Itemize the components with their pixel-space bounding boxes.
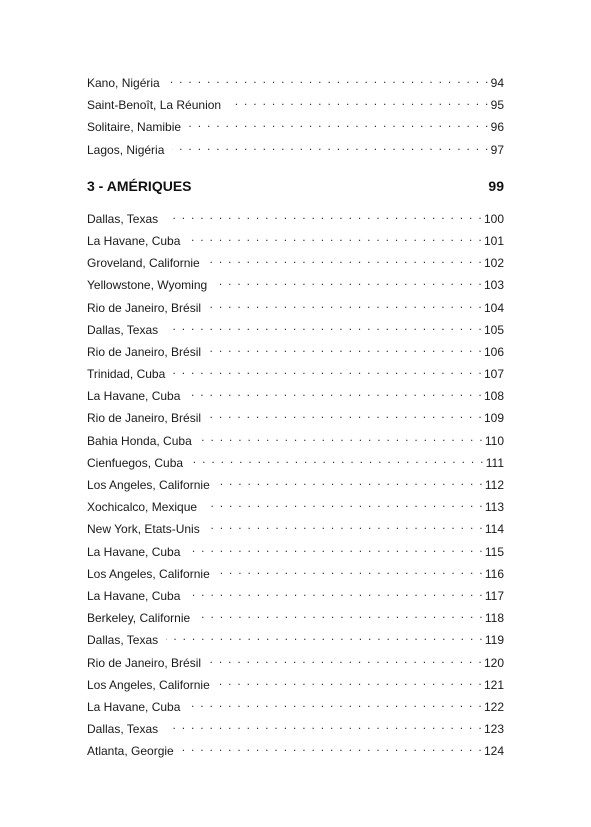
dot-leader <box>209 340 483 356</box>
toc-entry-label: La Havane, Cuba <box>87 588 181 603</box>
dot-leader <box>166 207 483 223</box>
toc-entry-label: La Havane, Cuba <box>87 389 181 404</box>
dot-leader <box>188 584 483 600</box>
dot-leader <box>188 695 483 711</box>
toc-entry-page-number: 120 <box>483 655 504 670</box>
dot-leader <box>188 540 483 556</box>
toc-entry[interactable] <box>87 406 504 428</box>
dot-leader <box>191 451 485 467</box>
toc-entry[interactable] <box>87 584 504 606</box>
dot-leader <box>200 429 484 445</box>
toc-entry-page-number: 113 <box>484 500 504 515</box>
toc-entry[interactable] <box>87 495 504 517</box>
toc-entry[interactable] <box>87 628 504 650</box>
toc-entry[interactable] <box>87 606 504 628</box>
toc-entry-label: La Havane, Cuba <box>87 544 181 559</box>
toc-entry-page-number: 117 <box>484 588 504 603</box>
dot-leader <box>205 495 484 511</box>
section-title: 3 - AMÉRIQUES <box>87 177 192 194</box>
toc-entry-page-number: 96 <box>490 120 504 135</box>
dot-leader <box>208 517 484 533</box>
toc-entry[interactable] <box>87 115 504 137</box>
section-heading[interactable] <box>87 178 504 196</box>
toc-entry-page-number: 95 <box>490 98 504 113</box>
previous-section-entries <box>87 71 504 160</box>
toc-entry-label: La Havane, Cuba <box>87 699 181 714</box>
dot-leader <box>166 628 484 644</box>
dot-leader <box>189 115 490 131</box>
toc-entry-page-number: 102 <box>483 256 504 271</box>
toc-entry-label: New York, Etats-Unis <box>87 522 200 537</box>
dot-leader <box>166 717 483 733</box>
toc-entry-page-number: 105 <box>483 322 504 337</box>
dot-leader <box>198 606 484 622</box>
dot-leader <box>209 406 483 422</box>
toc-entry-label: Dallas, Texas <box>87 633 159 648</box>
toc-entry-label: Yellowstone, Wyoming <box>87 278 208 293</box>
toc-entry-label: Dallas, Texas <box>87 211 159 226</box>
dot-leader <box>168 71 490 87</box>
toc-entry-page-number: 115 <box>484 544 504 559</box>
toc-entry-page-number: 121 <box>483 677 504 692</box>
toc-entry-page-number: 107 <box>483 367 504 382</box>
toc-entry[interactable] <box>87 517 504 539</box>
section-page-number: 99 <box>488 177 504 194</box>
toc-entry-page-number: 109 <box>483 411 504 426</box>
toc-entry-label: Rio de Janeiro, Brésil <box>87 411 202 426</box>
toc-entry-label: Berkeley, Californie <box>87 611 191 626</box>
dot-leader <box>172 138 489 154</box>
toc-entry-label: Los Angeles, Californie <box>87 677 210 692</box>
toc-entry-label: Rio de Janeiro, Brésil <box>87 300 202 315</box>
toc-entry[interactable] <box>87 273 504 295</box>
toc-entry-label: Los Angeles, Californie <box>87 478 210 492</box>
toc-entry[interactable] <box>87 673 504 695</box>
toc-entry-label: Dallas, Texas <box>87 322 159 337</box>
toc-entry-page-number: 122 <box>483 699 504 714</box>
toc-entry[interactable] <box>87 93 504 115</box>
toc-entry-page-number: 106 <box>483 344 504 359</box>
dot-leader <box>218 673 483 689</box>
toc-entry-label: Kano, Nigéria <box>87 76 160 90</box>
toc-entry[interactable] <box>87 451 504 473</box>
dot-leader <box>209 651 483 667</box>
toc-entry-page-number: 101 <box>483 233 504 248</box>
toc-entry-label: Saint-Benoît, La Réunion <box>87 98 222 113</box>
dot-leader <box>215 273 483 289</box>
toc-entry[interactable] <box>87 229 504 251</box>
toc-entry[interactable] <box>87 251 504 273</box>
toc-entry-label: Rio de Janeiro, Brésil <box>87 655 202 670</box>
dot-leader <box>166 318 483 334</box>
toc-entry-label: Trinidad, Cuba <box>87 367 166 382</box>
toc-entry[interactable] <box>87 207 504 229</box>
dot-leader <box>208 251 483 267</box>
toc-entry-label: Dallas, Texas <box>87 722 159 737</box>
toc-entry[interactable] <box>87 138 504 160</box>
toc-entry-page-number: 111 <box>485 455 504 470</box>
toc-entry[interactable] <box>87 384 504 406</box>
toc-entry-page-number: 119 <box>484 633 504 648</box>
toc-entry[interactable] <box>87 296 504 318</box>
toc-entry-label: Cienfuegos, Cuba <box>87 455 184 470</box>
toc-entry-page-number: 112 <box>484 478 504 492</box>
toc-entry[interactable] <box>87 340 504 362</box>
toc-entry[interactable] <box>87 717 504 739</box>
dot-leader <box>182 739 483 755</box>
toc-entry[interactable] <box>87 695 504 717</box>
table-of-contents <box>87 71 504 761</box>
toc-entry-label: Solitaire, Namibie <box>87 120 182 135</box>
dot-leader <box>218 562 484 578</box>
toc-entry-label: Groveland, Californie <box>87 256 200 271</box>
toc-entry-page-number: 103 <box>483 278 504 293</box>
toc-entry-label: Lagos, Nigéria <box>87 142 165 157</box>
toc-entry-page-number: 94 <box>490 76 504 90</box>
toc-entry-page-number: 110 <box>484 433 504 448</box>
toc-entry-page-number: 108 <box>483 389 504 404</box>
toc-entry[interactable] <box>87 71 504 93</box>
section-entries <box>87 207 504 762</box>
toc-entry[interactable] <box>87 473 504 495</box>
dot-leader <box>188 229 483 245</box>
dot-leader <box>188 384 483 400</box>
toc-entry[interactable] <box>87 429 504 451</box>
toc-entry-page-number: 100 <box>483 211 504 226</box>
toc-entry-page-number: 123 <box>483 722 504 737</box>
toc-entry[interactable] <box>87 318 504 340</box>
toc-entry[interactable] <box>87 362 504 384</box>
toc-entry[interactable] <box>87 651 504 673</box>
toc-entry-label: Bahia Honda, Cuba <box>87 433 192 448</box>
toc-entry[interactable] <box>87 540 504 562</box>
toc-entry[interactable] <box>87 739 504 761</box>
dot-leader <box>173 362 483 378</box>
toc-entry-page-number: 97 <box>490 142 504 157</box>
dot-leader <box>218 473 484 489</box>
toc-entry-page-number: 104 <box>483 300 504 315</box>
toc-entry-page-number: 116 <box>484 566 504 581</box>
toc-entry-label: La Havane, Cuba <box>87 233 181 248</box>
dot-leader <box>229 93 490 109</box>
toc-entry[interactable] <box>87 562 504 584</box>
toc-entry-label: Rio de Janeiro, Brésil <box>87 344 202 359</box>
toc-entry-page-number: 114 <box>484 522 504 537</box>
toc-entry-page-number: 124 <box>483 744 504 759</box>
toc-entry-label: Atlanta, Georgie <box>87 744 174 759</box>
toc-entry-label: Xochicalco, Mexique <box>87 500 198 515</box>
toc-entry-label: Los Angeles, Californie <box>87 566 210 581</box>
dot-leader <box>209 296 483 312</box>
toc-entry-page-number: 118 <box>484 611 504 626</box>
